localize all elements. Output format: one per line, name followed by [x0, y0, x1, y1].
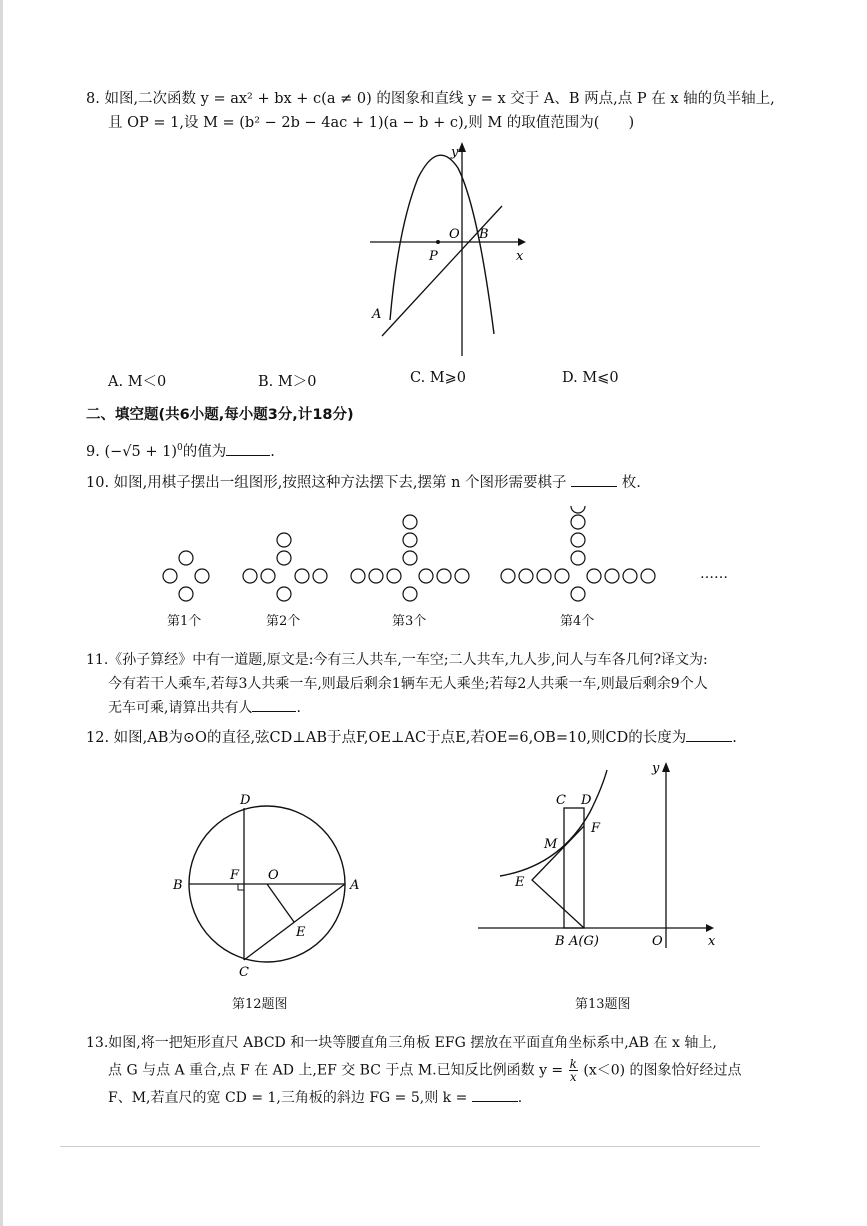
q11-answer-blank[interactable]: [252, 698, 296, 712]
q10-caption-3: 第3个: [392, 614, 427, 629]
q8-option-c: C. M⩾0: [410, 370, 467, 386]
q10-number: 10.: [86, 475, 110, 491]
bottom-divider: [60, 1146, 760, 1147]
q13-label-x: x: [708, 934, 716, 949]
q12-label-F: F: [230, 868, 240, 883]
q11-line1: [86, 650, 708, 670]
q10-text-end: 枚.: [621, 475, 641, 491]
q10-line: [86, 473, 641, 493]
q11-text1: 《孙子算经》中有一道题,原文是:今有三人共车,一车空;二人共车,九人步,问人与车各几何?译文为:: [108, 652, 708, 668]
q8-label-y: y: [451, 145, 459, 160]
q8-line1: [86, 89, 775, 109]
q10-caption-4: 第4个: [560, 614, 595, 629]
q8-label-O: O: [449, 227, 460, 242]
q8-number: 8.: [86, 91, 100, 107]
q12-label-C: C: [239, 965, 249, 980]
q10-chess-figures: [150, 506, 750, 602]
q8-option-a: A. M＜0: [108, 374, 167, 390]
q12-circle-figure: [168, 790, 368, 980]
section2-heading: 二、填空题(共6小题,每小题3分,计18分): [86, 407, 354, 423]
q13-line1: [86, 1033, 717, 1053]
q9-end: .: [270, 443, 275, 460]
q11-end: .: [296, 700, 301, 716]
q13-caption: 第13题图: [575, 997, 631, 1012]
q13-line2: [108, 1058, 742, 1083]
q10-caption-2: 第2个: [266, 614, 301, 629]
q11-text3: 无车可乘,请算出共有人: [108, 700, 253, 716]
q10-answer-blank[interactable]: [571, 473, 617, 487]
q10-caption-1: 第1个: [167, 614, 202, 629]
q13-number: 13.: [86, 1035, 109, 1051]
q13-label-D: D: [581, 793, 592, 808]
q12-number: 12.: [86, 730, 110, 746]
q13-frac-den: x: [569, 1070, 577, 1084]
q13-text2b: (x＜0) 的图象恰好经过点: [583, 1062, 742, 1079]
q13-label-M: M: [544, 837, 558, 852]
q13-frac-num: k: [569, 1057, 577, 1071]
q8-option-b: B. M＞0: [258, 374, 317, 390]
q13-line3: [108, 1088, 522, 1108]
q13-label-E: E: [515, 875, 525, 890]
q13-coordinate-figure: [470, 752, 730, 952]
q8-label-B: B: [479, 227, 489, 242]
q12-label-A: A: [350, 878, 360, 893]
q13-fraction: [569, 1058, 578, 1083]
q13-text2: 点 G 与点 A 重合,点 F 在 AD 上,EF 交 BC 于点 M.已知反比例函数 y =: [108, 1062, 564, 1079]
q10-ellipsis: ……: [700, 566, 728, 582]
q12-label-D: D: [240, 793, 251, 808]
q11-number: 11.: [86, 652, 109, 668]
q12-label-B: B: [173, 878, 183, 893]
q11-line2: 今有若干人乘车,若每3人共乘一车,则最后剩余1辆车无人乘坐;若每2人共乘一车,则最后剩余9个人: [108, 676, 708, 692]
q12-label-O: O: [268, 868, 279, 883]
q8-label-A: A: [372, 307, 382, 322]
q11-line3: [108, 698, 301, 718]
q13-answer-blank[interactable]: [472, 1088, 518, 1102]
q12-label-E: E: [296, 925, 306, 940]
q13-label-AG: A(G): [569, 934, 599, 949]
q10-text: 如图,用棋子摆出一组图形,按照这种方法摆下去,摆第 n 个图形需要棋子: [113, 475, 567, 491]
q9-number: 9.: [86, 443, 100, 460]
q9-line: [86, 438, 275, 462]
q8-parabola-figure: [360, 138, 530, 363]
q9-answer-blank[interactable]: [226, 442, 270, 456]
q9-exponent: 0: [176, 443, 183, 453]
q13-label-F: F: [591, 821, 601, 836]
q12-caption: 第12题图: [232, 997, 288, 1012]
q8-label-x: x: [516, 249, 524, 264]
q13-text3: F、M,若直尺的宽 CD = 1,三角板的斜边 FG = 5,则 k =: [108, 1090, 468, 1106]
q8-label-P: P: [429, 249, 438, 264]
q13-text1: 如图,将一把矩形直尺 ABCD 和一块等腰直角三角板 EFG 摆放在平面直角坐标系中,AB 在 x 轴上,: [108, 1035, 717, 1051]
q13-label-y: y: [652, 761, 660, 776]
q13-label-B: B: [555, 934, 565, 949]
q12-line: [86, 728, 737, 748]
q8-line2: 且 OP = 1,设 M = (b² − 2b − 4ac + 1)(a − b + c),则 M 的取值范围为( ): [108, 115, 635, 131]
q8-option-d: D. M⩽0: [562, 370, 619, 386]
page-edge: [0, 0, 3, 1226]
q12-text: 如图,AB为⊙O的直径,弦CD⊥AB于点F,OE⊥AC于点E,若OE=6,OB=10,则CD的长度为: [113, 730, 687, 746]
q12-end: .: [732, 730, 737, 746]
q8-text1: 如图,二次函数 y = ax² + bx + c(a ≠ 0) 的图象和直线 y = x 交于 A、B 两点,点 P 在 x 轴的负半轴上,: [104, 91, 775, 107]
q13-label-C: C: [556, 793, 566, 808]
q9-text: 的值为: [182, 443, 227, 460]
q13-label-O: O: [652, 934, 663, 949]
q13-end: .: [517, 1090, 523, 1106]
q12-answer-blank[interactable]: [686, 728, 732, 742]
q9-expr: (−√5 + 1): [104, 443, 177, 460]
